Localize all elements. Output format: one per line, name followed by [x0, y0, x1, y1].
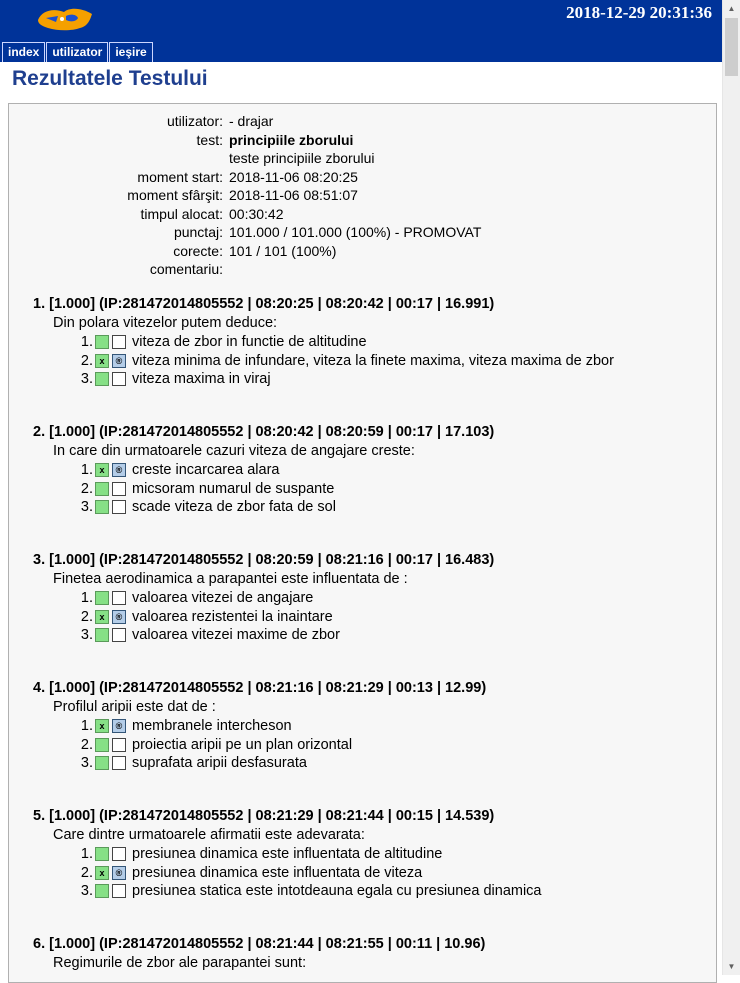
- question-text: Care dintre urmatoarele afirmatii este adevarata:: [53, 827, 365, 843]
- user-choice-checkbox[interactable]: ®: [112, 463, 126, 477]
- correct-answer-marker: [95, 884, 109, 898]
- info-label: test:: [196, 131, 223, 148]
- user-choice-checkbox[interactable]: ®: [112, 866, 126, 880]
- question-header: [33, 808, 494, 824]
- question-text: Finetea aerodinamica a parapantei este influentata de :: [53, 571, 408, 587]
- question-header-text: [1.000] (IP:281472014805552 | 08:20:25 | 08:20:42 | 00:17 | 16.991): [49, 296, 495, 312]
- question-number: 1.: [33, 296, 46, 312]
- nav-utilizator[interactable]: utilizator: [46, 42, 108, 62]
- info-label: moment start:: [137, 168, 223, 185]
- correct-answer-marker: x: [95, 719, 109, 733]
- answer-text: scade viteza de zbor fata de sol: [132, 499, 336, 515]
- info-label: timpul alocat:: [140, 205, 223, 222]
- answer-list: [75, 845, 542, 901]
- user-choice-checkbox[interactable]: ®: [112, 610, 126, 624]
- info-value: 00:30:42: [229, 205, 284, 222]
- correct-answer-marker: [95, 500, 109, 514]
- answer-text: viteza minima de infundare, viteza la finete maxima, viteza maxima de zbor: [132, 352, 614, 369]
- info-row: [9, 260, 709, 279]
- answer-text: proiectia aripii pe un plan orizontal: [132, 736, 353, 753]
- user-choice-checkbox[interactable]: [112, 482, 126, 496]
- question-header-text: [1.000] (IP:281472014805552 | 08:20:42 | 08:20:59 | 00:17 | 17.103): [49, 424, 495, 440]
- question-number: 3.: [33, 552, 46, 568]
- info-label: utilizator:: [166, 113, 223, 129]
- answer-text: viteza maxima in viraj: [132, 371, 271, 387]
- question-header-text: [1.000] (IP:281472014805552 | 08:21:29 | 08:21:44 | 00:15 | 14.539): [49, 808, 495, 824]
- answer-number: 2.: [80, 352, 93, 369]
- user-choice-checkbox[interactable]: [112, 335, 126, 349]
- correct-answer-marker: [95, 591, 109, 605]
- answer-number: 1.: [80, 590, 93, 606]
- correct-answer-marker: x: [95, 866, 109, 880]
- user-choice-checkbox[interactable]: [112, 500, 126, 514]
- answer-text: valoarea vitezei maxime de zbor: [132, 627, 340, 643]
- answer-row: [75, 608, 340, 627]
- user-choice-checkbox[interactable]: [112, 756, 126, 770]
- answer-list: [75, 461, 336, 517]
- answer-text: presiunea dinamica este influentata de altitudine: [132, 846, 443, 862]
- answer-row: [75, 461, 336, 480]
- answer-row: [75, 864, 542, 883]
- info-row: [9, 168, 709, 187]
- answer-list: [75, 717, 352, 773]
- user-choice-checkbox[interactable]: [112, 591, 126, 605]
- question-number: 4.: [33, 680, 46, 696]
- test-info: [9, 112, 709, 279]
- scrollbar-thumb[interactable]: [725, 18, 738, 76]
- info-row: [9, 205, 709, 224]
- question-item: [9, 808, 709, 936]
- correct-answer-marker: [95, 756, 109, 770]
- info-value: principiile zborului: [229, 131, 354, 148]
- correct-answer-marker: [95, 372, 109, 386]
- correct-answer-marker: [95, 482, 109, 496]
- question-text: Din polara vitezelor putem deduce:: [53, 315, 278, 331]
- info-row: [9, 112, 709, 131]
- answer-number: 1.: [80, 718, 93, 734]
- answer-number: 1.: [80, 334, 93, 350]
- question-header: [33, 936, 485, 952]
- answer-row: [75, 626, 340, 645]
- answer-number: 3.: [80, 371, 93, 387]
- correct-answer-marker: x: [95, 354, 109, 368]
- user-choice-checkbox[interactable]: [112, 628, 126, 642]
- vertical-scrollbar[interactable]: [722, 0, 740, 975]
- page-title: Rezultatele Testului: [12, 67, 208, 90]
- question-text: In care din urmatoarele cazuri viteza de angajare creste:: [53, 443, 415, 459]
- answer-number: 3.: [80, 883, 93, 899]
- question-header-text: [1.000] (IP:281472014805552 | 08:21:16 | 08:21:29 | 00:13 | 12.99): [49, 680, 487, 696]
- nav-tabs: [2, 40, 154, 62]
- info-label: [9, 149, 229, 168]
- answer-row: [75, 845, 542, 864]
- question-header-text: [1.000] (IP:281472014805552 | 08:21:44 | 08:21:55 | 00:11 | 10.96): [49, 936, 486, 952]
- answer-row: [75, 717, 352, 736]
- scroll-up-icon[interactable]: ▲: [727, 4, 736, 13]
- question-header: [33, 680, 486, 696]
- question-header-text: [1.000] (IP:281472014805552 | 08:20:59 | 08:21:16 | 00:17 | 16.483): [49, 552, 495, 568]
- nav-index[interactable]: index: [2, 42, 45, 62]
- answer-text: valoarea rezistentei la inaintare: [132, 608, 333, 625]
- question-header: [33, 296, 494, 312]
- correct-answer-marker: x: [95, 463, 109, 477]
- correct-answer-marker: x: [95, 610, 109, 624]
- answer-row: [75, 754, 352, 773]
- correct-answer-marker: [95, 335, 109, 349]
- info-value: - drajar: [229, 113, 274, 129]
- answer-text: membranele intercheson: [132, 718, 292, 734]
- answer-text: creste incarcarea alara: [132, 462, 280, 478]
- question-header: [33, 552, 494, 568]
- question-item: [9, 424, 709, 552]
- user-choice-checkbox[interactable]: ®: [112, 354, 126, 368]
- info-row: [9, 242, 709, 261]
- user-choice-checkbox[interactable]: [112, 847, 126, 861]
- info-label: corecte:: [173, 242, 223, 259]
- answer-row: [75, 370, 614, 389]
- answer-text: presiunea statica este intotdeauna egala cu presiunea dinamica: [132, 883, 542, 899]
- answer-text: micsoram numarul de suspante: [132, 480, 335, 497]
- answer-text: valoarea vitezei de angajare: [132, 590, 314, 606]
- answer-number: 3.: [80, 755, 93, 771]
- answer-number: 2.: [80, 736, 93, 753]
- info-row: [9, 149, 709, 168]
- answer-row: [75, 498, 336, 517]
- datetime-display: 2018-12-29 20:31:36: [566, 3, 712, 22]
- question-item: [9, 296, 709, 424]
- correct-answer-marker: [95, 628, 109, 642]
- question-item: [9, 680, 709, 808]
- question-list: [9, 296, 709, 983]
- question-text: Profilul aripii este dat de :: [53, 699, 216, 715]
- results-panel: [8, 103, 717, 983]
- info-value: 2018-11-06 08:51:07: [229, 187, 358, 203]
- correct-answer-marker: [95, 847, 109, 861]
- info-row: [9, 223, 709, 242]
- info-value: 2018-11-06 08:20:25: [229, 168, 358, 185]
- info-label: punctaj:: [173, 224, 223, 240]
- answer-text: viteza de zbor in functie de altitudine: [132, 334, 367, 350]
- answer-row: [75, 352, 614, 371]
- answer-text: presiunea dinamica este influentata de viteza: [132, 864, 423, 881]
- correct-answer-marker: [95, 738, 109, 752]
- answer-list: [75, 333, 614, 389]
- answer-number: 2.: [80, 480, 93, 497]
- user-choice-checkbox[interactable]: ®: [112, 719, 126, 733]
- answer-row: [75, 882, 542, 901]
- answer-list: [75, 589, 340, 645]
- question-header: [33, 424, 494, 440]
- info-value: teste principiile zborului: [229, 150, 375, 166]
- question-number: 5.: [33, 808, 46, 824]
- question-item: [9, 552, 709, 680]
- nav-iesire[interactable]: ieşire: [109, 42, 152, 62]
- info-value: 101.000 / 101.000 (100%) - PROMOVAT: [229, 224, 482, 240]
- answer-number: 2.: [80, 864, 93, 881]
- question-number: 2.: [33, 424, 46, 440]
- user-choice-checkbox[interactable]: [112, 372, 126, 386]
- answer-number: 2.: [80, 608, 93, 625]
- answer-row: [75, 589, 340, 608]
- info-row: [9, 131, 709, 150]
- info-value: 101 / 101 (100%): [229, 242, 337, 259]
- answer-number: 3.: [80, 499, 93, 515]
- answer-row: [75, 736, 352, 755]
- question-item: [9, 936, 709, 983]
- header-bar: [0, 0, 722, 62]
- scroll-down-icon[interactable]: ▼: [727, 962, 736, 971]
- info-label: moment sfârşit:: [127, 187, 223, 203]
- answer-row: [75, 333, 614, 352]
- question-number: 6.: [33, 936, 46, 952]
- question-text: Regimurile de zbor ale parapantei sunt:: [53, 955, 307, 971]
- user-choice-checkbox[interactable]: [112, 884, 126, 898]
- info-label: comentariu:: [149, 261, 223, 277]
- answer-text: suprafata aripii desfasurata: [132, 755, 307, 771]
- answer-number: 3.: [80, 627, 93, 643]
- answer-number: 1.: [80, 846, 93, 862]
- user-choice-checkbox[interactable]: [112, 738, 126, 752]
- answer-row: [75, 480, 336, 499]
- info-row: [9, 186, 709, 205]
- answer-number: 1.: [80, 462, 93, 478]
- logo-icon: [36, 6, 94, 32]
